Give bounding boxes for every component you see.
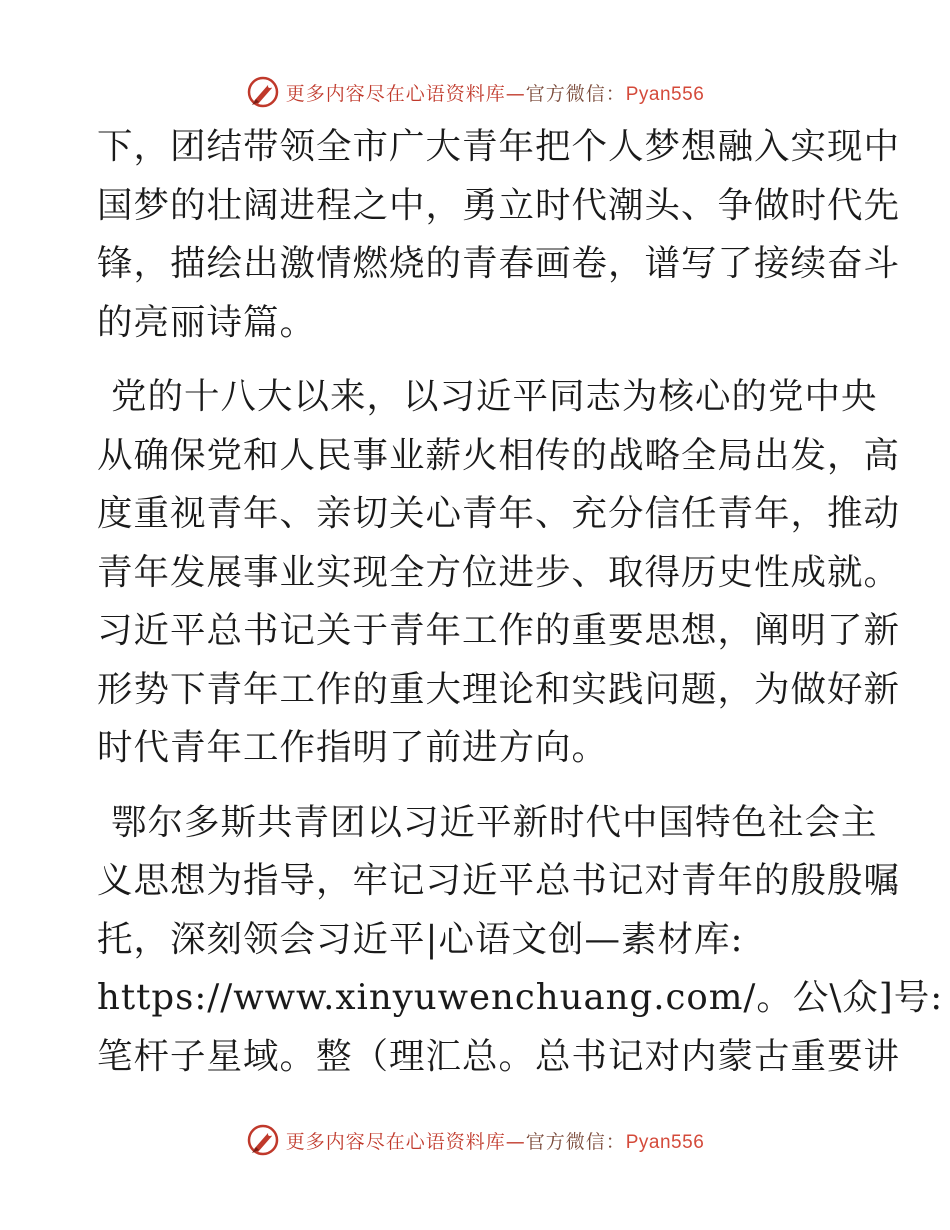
text-line: 托，深刻领会习近平|心语文创—素材库: (97, 918, 744, 960)
header-banner (0, 70, 950, 114)
banner-wechat-label: 官方微信： (525, 1130, 626, 1153)
url-text-line: https://www.xinyuwenchuang.com/。公\众]号: (97, 977, 944, 1018)
banner-account: Pyan556 (625, 1131, 705, 1153)
banner-dash: — (505, 1130, 526, 1153)
text-line: 从确保党和人民事业薪火相传的战略全局出发，高 (97, 434, 901, 476)
text-line: 笔杆子星域。整（理汇总。总书记对内蒙古重要讲 (97, 1035, 901, 1077)
banner-account: Pyan556 (625, 83, 705, 105)
banner-text (286, 79, 705, 106)
text-line: 锋，描绘出激情燃烧的青春画卷，谱写了接续奋斗 (97, 243, 901, 284)
banner-main-text: 更多内容尽在心语资料库 (285, 1130, 506, 1153)
text-line: 国梦的壮阔进程之中，勇立时代潮头、争做时代先 (97, 184, 901, 226)
document-body (97, 118, 944, 1102)
text-line: 的亮丽诗篇。 (97, 301, 317, 343)
text-line: 党的十八大以来，以习近平同志为核心的党中央 (111, 376, 878, 417)
banner-text (286, 1127, 705, 1154)
paragraph-3 (97, 794, 944, 1087)
text-line: 义思想为指导，牢记习近平总书记对青年的殷殷嘱 (97, 860, 901, 901)
text-line: 习近平总书记关于青年工作的重要思想，阐明了新 (97, 610, 901, 651)
paragraph-2 (97, 368, 901, 778)
text-line: 度重视青年、亲切关心青年、充分信任青年，推动 (97, 493, 901, 534)
text-line: 时代青年工作指明了前进方向。 (97, 727, 609, 768)
banner-dash: — (505, 82, 526, 105)
banner-wechat-label: 官方微信： (525, 82, 626, 105)
banner-main-text: 更多内容尽在心语资料库 (285, 82, 506, 105)
text-line: 下，团结带领全市广大青年把个人梦想融入实现中 (97, 126, 901, 167)
text-line: 青年发展事业实现全方位进步、取得历史性成就。 (97, 551, 901, 593)
pen-circle-logo-icon (246, 75, 280, 109)
text-line: 鄂尔多斯共青团以习近平新时代中国特色社会主 (111, 801, 878, 843)
footer-banner (0, 1118, 950, 1162)
paragraph-1 (97, 118, 901, 352)
text-line: 形势下青年工作的重大理论和实践问题，为做好新 (97, 668, 901, 710)
pen-circle-logo-icon (246, 1123, 280, 1157)
